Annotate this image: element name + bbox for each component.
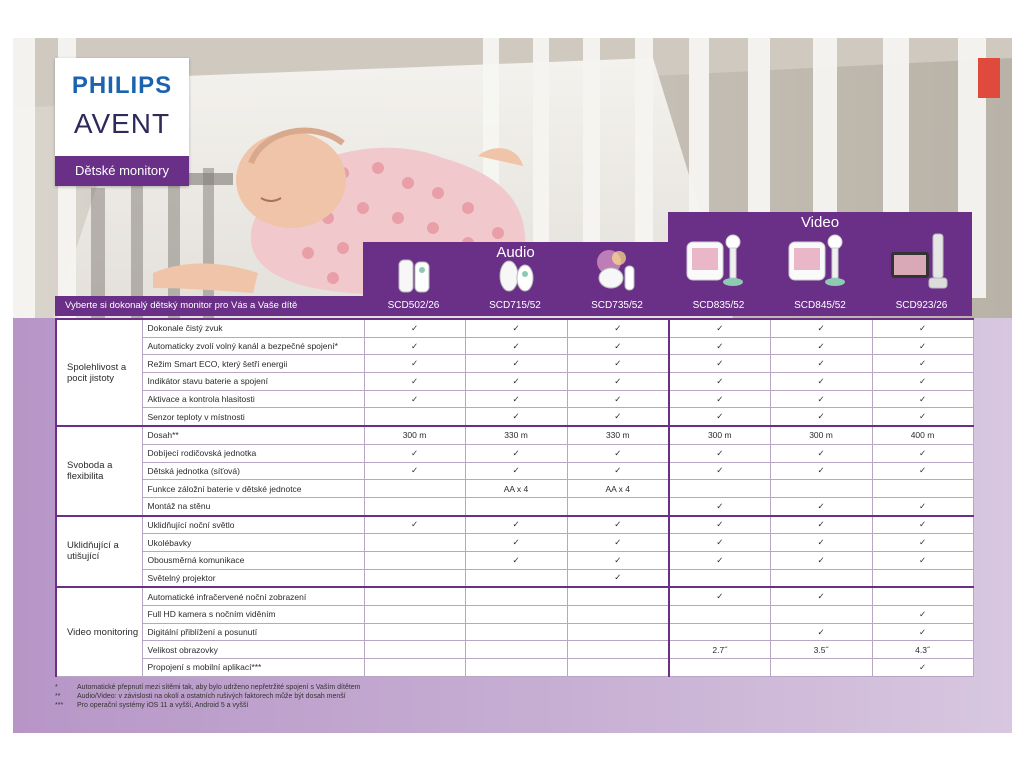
cell-value: ✓ [872,497,973,515]
cell-value: ✓ [872,659,973,677]
video-monitor-icon [889,230,953,294]
feature-name: Uklidňující noční světlo [142,516,364,534]
cell-value: ✓ [770,355,872,373]
philips-wordmark: PHILIPS [71,72,173,99]
footnote-text: Automatické přepnutí mezi sítěmi tak, aby bylo udrženo nepřetržité spojení s Vaším dítětem [77,684,361,691]
cell-value [669,480,770,498]
feature-name: Propojení s mobilní aplikací*** [142,659,364,677]
table-row [56,587,973,605]
cell-value: ✓ [465,337,567,355]
cell-value: ✓ [770,444,872,462]
cell-value: ✓ [567,534,669,552]
cell-value: ✓ [567,569,669,587]
audio-group-label: Audio [496,244,535,261]
comparison-table [55,318,974,677]
cell-value: ✓ [465,444,567,462]
feature-name: Dokonale čistý zvuk [142,319,364,337]
footnote-text: Audio/Video: v závislosti na okolí a ostatních rušivých faktorech může být dosah menší [77,693,346,700]
cell-value: ✓ [872,355,973,373]
comparison-sheet [13,38,1012,733]
cell-value [567,606,669,624]
table-row [56,516,973,534]
cell-value [872,587,973,605]
cell-value: ✓ [465,319,567,337]
cell-value: ✓ [567,319,669,337]
video-group-label: Video [800,214,840,231]
footnote-mark: * [55,684,58,691]
table-row [56,534,973,552]
section-title: Svoboda a flexibilita [56,426,142,515]
cell-value: ✓ [669,516,770,534]
cell-value [364,606,465,624]
cell-value: ✓ [465,390,567,408]
model-label: SCD502/26 [363,296,464,316]
cell-value: ✓ [872,444,973,462]
intro-bar: Vyberte si dokonalý dětský monitor pro Vás a Vaše dítě [55,296,363,316]
cell-value [364,534,465,552]
table-row [56,497,973,515]
cell-value: ✓ [770,408,872,426]
cell-value: ✓ [364,373,465,391]
cell-value: ✓ [770,337,872,355]
feature-name: Velikost obrazovky [142,641,364,659]
cell-value [465,623,567,641]
cell-value [465,587,567,605]
cell-value: ✓ [770,534,872,552]
cell-value: ✓ [567,337,669,355]
cell-value [364,587,465,605]
cell-value: ✓ [770,516,872,534]
table-row [56,623,973,641]
cell-value: ✓ [567,408,669,426]
feature-name: Světelný projektor [142,569,364,587]
cell-value: ✓ [669,444,770,462]
cell-value: ✓ [669,337,770,355]
table-row [56,355,973,373]
cell-value: ✓ [770,319,872,337]
cell-value [770,659,872,677]
cell-value: 400 m [872,426,973,444]
feature-name: Automatické infračervené noční zobrazení [142,587,364,605]
cell-value: ✓ [567,444,669,462]
cell-value: ✓ [567,355,669,373]
cell-value: ✓ [872,337,973,355]
cell-value [465,659,567,677]
cell-value [364,641,465,659]
cell-value: ✓ [770,587,872,605]
cell-value: ✓ [872,623,973,641]
cell-value: ✓ [364,444,465,462]
cell-value [567,641,669,659]
cell-value [567,587,669,605]
cell-value: ✓ [465,373,567,391]
cell-value: ✓ [567,390,669,408]
avent-wordmark: AVENT [73,108,171,139]
cell-value [567,497,669,515]
cell-value [567,659,669,677]
cell-value [669,623,770,641]
feature-name: Automaticky zvolí volný kanál a bezpečné spojení* [142,337,364,355]
feature-name: Montáž na stěnu [142,497,364,515]
cell-value: ✓ [364,319,465,337]
feature-name: Dobíjecí rodičovská jednotka [142,444,364,462]
cell-value: 330 m [465,426,567,444]
cell-value: ✓ [872,462,973,480]
audio-monitor-icon [395,258,435,294]
cell-value [364,408,465,426]
cell-value: ✓ [770,462,872,480]
cell-value: ✓ [465,534,567,552]
cell-value: ✓ [669,319,770,337]
section-title: Video monitoring [56,587,142,676]
cell-value [770,480,872,498]
cell-value [872,480,973,498]
cell-value [567,623,669,641]
cell-value: ✓ [567,462,669,480]
audio-monitor-icon [593,248,637,294]
video-monitor-icon [685,228,745,294]
cell-value: ✓ [364,337,465,355]
feature-name: Funkce záložní baterie v dětské jednotce [142,480,364,498]
cell-value [364,569,465,587]
cell-value [364,497,465,515]
feature-name: Dosah** [142,426,364,444]
table-row [56,319,973,337]
feature-name: Full HD kamera s nočním viděním [142,606,364,624]
cell-value [669,659,770,677]
logo-subtitle: Dětské monitory [55,156,189,186]
table-row [56,462,973,480]
cell-value: ✓ [770,497,872,515]
cell-value: 300 m [364,426,465,444]
cell-value [669,606,770,624]
cell-value: ✓ [669,355,770,373]
cell-value [872,569,973,587]
cell-value: 3.5˝ [770,641,872,659]
cell-value: ✓ [669,408,770,426]
philips-avent-logo [55,58,189,186]
cell-value: ✓ [872,319,973,337]
cell-value [465,641,567,659]
feature-name: Dětská jednotka (síťová) [142,462,364,480]
cell-value [465,497,567,515]
cell-value: 330 m [567,426,669,444]
table-row [56,444,973,462]
cell-value [465,569,567,587]
cell-value: ✓ [872,534,973,552]
cell-value: ✓ [669,551,770,569]
footnotes [55,683,361,710]
cell-value: ✓ [364,355,465,373]
cell-value: ✓ [770,623,872,641]
feature-name: Senzor teploty v místnosti [142,408,364,426]
cell-value: 4.3˝ [872,641,973,659]
table-row [56,426,973,444]
model-label: SCD715/52 [464,296,566,316]
feature-name: Režim Smart ECO, který šetří energii [142,355,364,373]
cell-value: ✓ [465,355,567,373]
model-label: SCD845/52 [769,296,871,316]
cell-value: ✓ [770,390,872,408]
cell-value: ✓ [872,373,973,391]
cell-value: ✓ [465,462,567,480]
cell-value: ✓ [872,390,973,408]
table-row [56,373,973,391]
cell-value: ✓ [669,462,770,480]
cell-value [364,659,465,677]
table-row [56,569,973,587]
cell-value: 300 m [770,426,872,444]
cell-value: ✓ [872,551,973,569]
cell-value: ✓ [465,551,567,569]
section-title: Uklidňující a utišující [56,516,142,588]
cell-value [669,569,770,587]
table-row [56,659,973,677]
cell-value [770,569,872,587]
cell-value [770,606,872,624]
model-label: SCD923/26 [871,296,972,316]
cell-value: AA x 4 [567,480,669,498]
section-title: Spolehlivost a pocit jistoty [56,319,142,426]
feature-name: Indikátor stavu baterie a spojení [142,373,364,391]
cell-value: ✓ [669,390,770,408]
cell-value: ✓ [364,516,465,534]
cell-value [364,480,465,498]
cell-value: ✓ [669,373,770,391]
footnote [55,692,361,701]
footnote [55,683,361,692]
table-row [56,337,973,355]
feature-name: Ukolébavky [142,534,364,552]
cell-value: 300 m [669,426,770,444]
footnote [55,701,361,710]
table-row [56,480,973,498]
footnote-mark: *** [55,702,64,709]
footnote-mark: ** [55,693,61,700]
feature-name: Obousměrná komunikace [142,551,364,569]
cell-value: ✓ [872,408,973,426]
cell-value: 2.7˝ [669,641,770,659]
table-row [56,551,973,569]
cell-value: ✓ [872,606,973,624]
feature-name: Digitální přiblížení a posunutí [142,623,364,641]
cell-value: ✓ [364,390,465,408]
cell-value: ✓ [567,551,669,569]
cell-value: ✓ [770,373,872,391]
cell-value: ✓ [669,587,770,605]
model-label: SCD735/52 [566,296,668,316]
footnote-text: Pro operační systémy iOS 11 a vyšší, Android 5 a vyšší [77,702,249,709]
cell-value: ✓ [669,534,770,552]
table-row [56,641,973,659]
table-row [56,606,973,624]
cell-value: ✓ [567,373,669,391]
feature-name: Aktivace a kontrola hlasitosti [142,390,364,408]
cell-value: ✓ [669,497,770,515]
cell-value: ✓ [364,462,465,480]
table-row [56,408,973,426]
cell-value: ✓ [770,551,872,569]
cell-value: ✓ [872,516,973,534]
cell-value [364,623,465,641]
cell-value: ✓ [465,408,567,426]
table-row [56,390,973,408]
cell-value [465,606,567,624]
cell-value: ✓ [465,516,567,534]
cell-value: ✓ [567,516,669,534]
cell-value: AA x 4 [465,480,567,498]
video-monitor-icon [787,228,847,294]
audio-monitor-icon [497,256,537,294]
model-label: SCD835/52 [668,296,769,316]
cell-value [364,551,465,569]
